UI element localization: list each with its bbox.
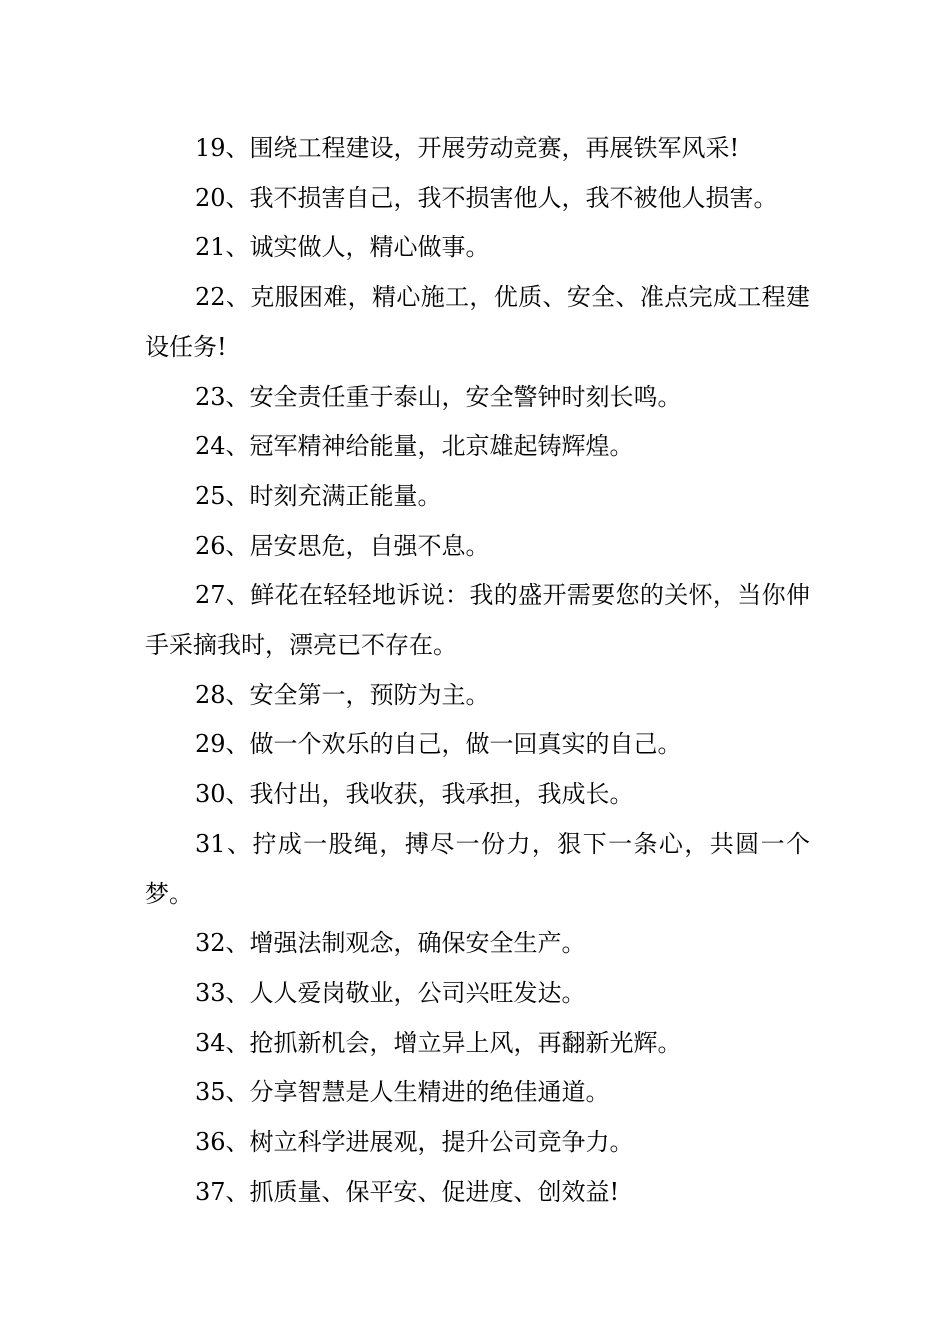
list-item: 26、居安思危，自强不息。 xyxy=(195,531,490,560)
list-item: 20、我不损害自己，我不损害他人，我不被他人损害。 xyxy=(195,183,778,212)
list-item: 28、安全第一，预防为主。 xyxy=(195,680,490,709)
list-item: 30、我付出，我收获，我承担，我成长。 xyxy=(195,780,634,809)
list-item: 21、诚实做人，精心做事。 xyxy=(195,233,490,262)
list-item: 29、做一个欢乐的自己，做一回真实的自己。 xyxy=(195,730,682,759)
list-item: 37、抓质量、保平安、促进度、创效益! xyxy=(195,1177,620,1206)
list-item: 32、增强法制观念，确保安全生产。 xyxy=(195,929,586,958)
list-item: 27、鲜花在轻轻地诉说：我的盛开需要您的关怀，当你伸手采摘我时，漂亮已不存在。 xyxy=(145,581,810,660)
list-item: 25、时刻充满正能量。 xyxy=(195,481,442,510)
list-item: 36、树立科学进展观，提升公司竞争力。 xyxy=(195,1128,634,1157)
list-item: 19、围绕工程建设，开展劳动竞赛，再展铁军风采! xyxy=(195,134,740,162)
list-item: 22、克服困难，精心施工，优质、安全、准点完成工程建设任务! xyxy=(145,283,810,361)
list-item: 24、冠军精神给能量，北京雄起铸辉煌。 xyxy=(195,432,634,461)
list-item: 34、抢抓新机会，增立异上风，再翻新光辉。 xyxy=(195,1028,682,1057)
list-item: 23、安全责任重于泰山，安全警钟时刻长鸣。 xyxy=(195,382,682,411)
list-item: 35、分享智慧是人生精进的绝佳通道。 xyxy=(195,1078,610,1107)
slogan-list xyxy=(145,124,810,1217)
list-item: 33、人人爱岗敬业，公司兴旺发达。 xyxy=(195,978,586,1007)
list-item: 31、拧成一股绳，搏尽一份力，狠下一条心，共圆一个梦。 xyxy=(145,829,810,908)
